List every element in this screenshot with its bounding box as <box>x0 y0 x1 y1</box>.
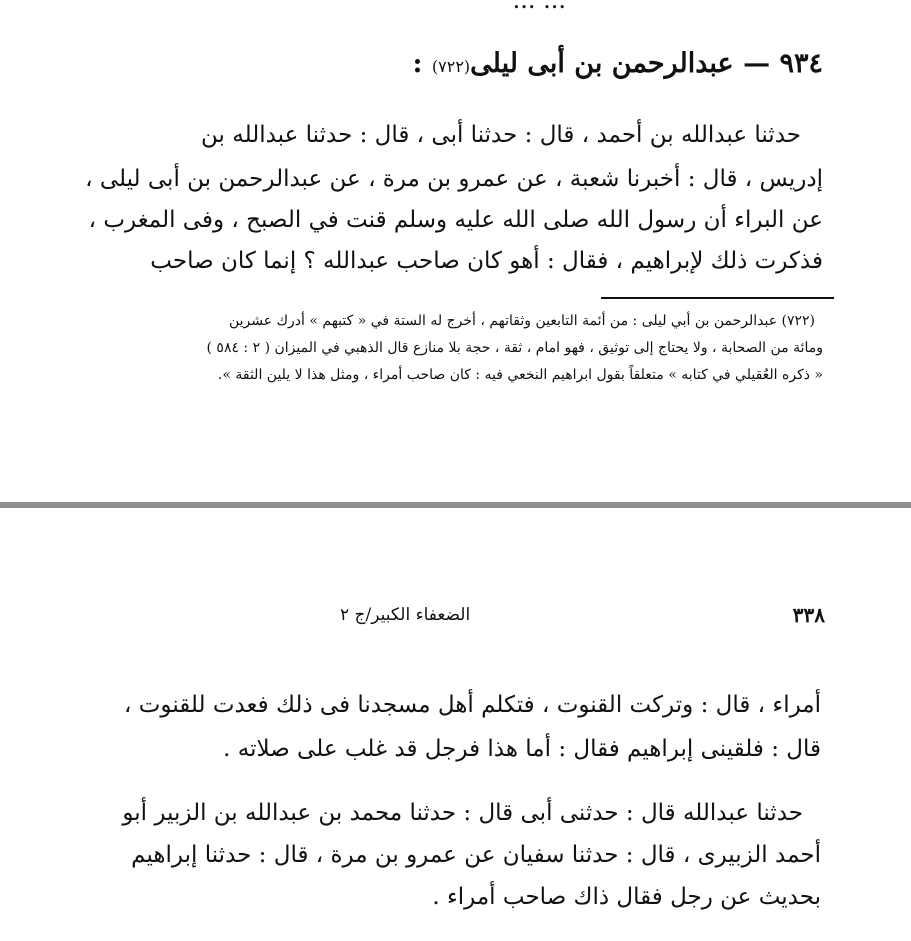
text-line: أحمد الزبيرى ، قال : حدثنا سفيان عن عمرو بن مرة ، قال : حدثنا إبراهيم <box>131 842 821 868</box>
entry-number: ٩٣٤ <box>779 48 823 79</box>
text-line: قال : فلقينى إبراهيم فقال : أما هذا فرجل قد غلب على صلاته . <box>223 736 821 762</box>
text-line: حدثنا عبدالله قال : حدثنى أبى قال : حدثنا محمد بن عبدالله بن الزبير أبو <box>122 800 803 826</box>
text-line: إدريس ، قال : أخبرنا شعبة ، عن عمرو بن مرة ، عن عبدالرحمن بن أبى ليلى ، <box>85 166 823 192</box>
running-head: الضعفاء الكبير/ج ٢ <box>340 605 471 625</box>
footnote-line: (٧٢٢) عبدالرحمن بن أبي ليلى : من أئمة التابعين وثقاتهم ، أخرج له الستة في « كتبهم » أدرك عشرين <box>228 313 815 329</box>
footnote-rule <box>601 297 834 299</box>
bottom-page <box>0 512 911 941</box>
footnote-reference: (٧٢٢) <box>431 57 471 76</box>
entry-heading <box>413 48 824 79</box>
entry-name: عبدالرحمن بن أبى ليلى <box>470 48 734 79</box>
separator-bar <box>0 502 911 508</box>
page-separator <box>0 500 911 512</box>
footnote-line: ومائة من الصحابة ، ولا يحتاج إلى توثيق ، فهو امام ، ثقة ، حجة بلا منازع قال الذهبي في الميزان ( ٢ : ٥٨٤ ) <box>206 340 823 356</box>
entry-dash: — <box>743 48 771 79</box>
text-line: بحديث عن رجل فقال ذاك صاحب أمراء . <box>432 884 821 910</box>
cut-off-line: ... ... <box>512 0 566 14</box>
text-line: عن البراء أن رسول الله صلى الله عليه وسلم قنت في الصبح ، وفى المغرب ، <box>88 207 823 233</box>
entry-colon: : <box>412 48 423 79</box>
text-line: حدثنا عبدالله بن أحمد ، قال : حدثنا أبى ، قال : حدثنا عبدالله بن <box>201 122 801 148</box>
text-line: أمراء ، قال : وتركت القنوت ، فتكلم أهل مسجدنا فى ذلك فعدت للقنوت ، <box>124 692 821 718</box>
text-line: فذكرت ذلك لإبراهيم ، فقال : أهو كان صاحب عبدالله ؟ إنما كان صاحب <box>150 248 823 274</box>
page-number: ٣٣٨ <box>792 603 825 627</box>
page-cut-mask <box>0 932 911 941</box>
footnote-line: « ذكره العُقيلي في كتابه » متعلقاً بقول ابراهيم النخعي فيه : كان صاحب أمراء ، ومثل هذا لا يلين الثقة ». <box>217 367 823 383</box>
